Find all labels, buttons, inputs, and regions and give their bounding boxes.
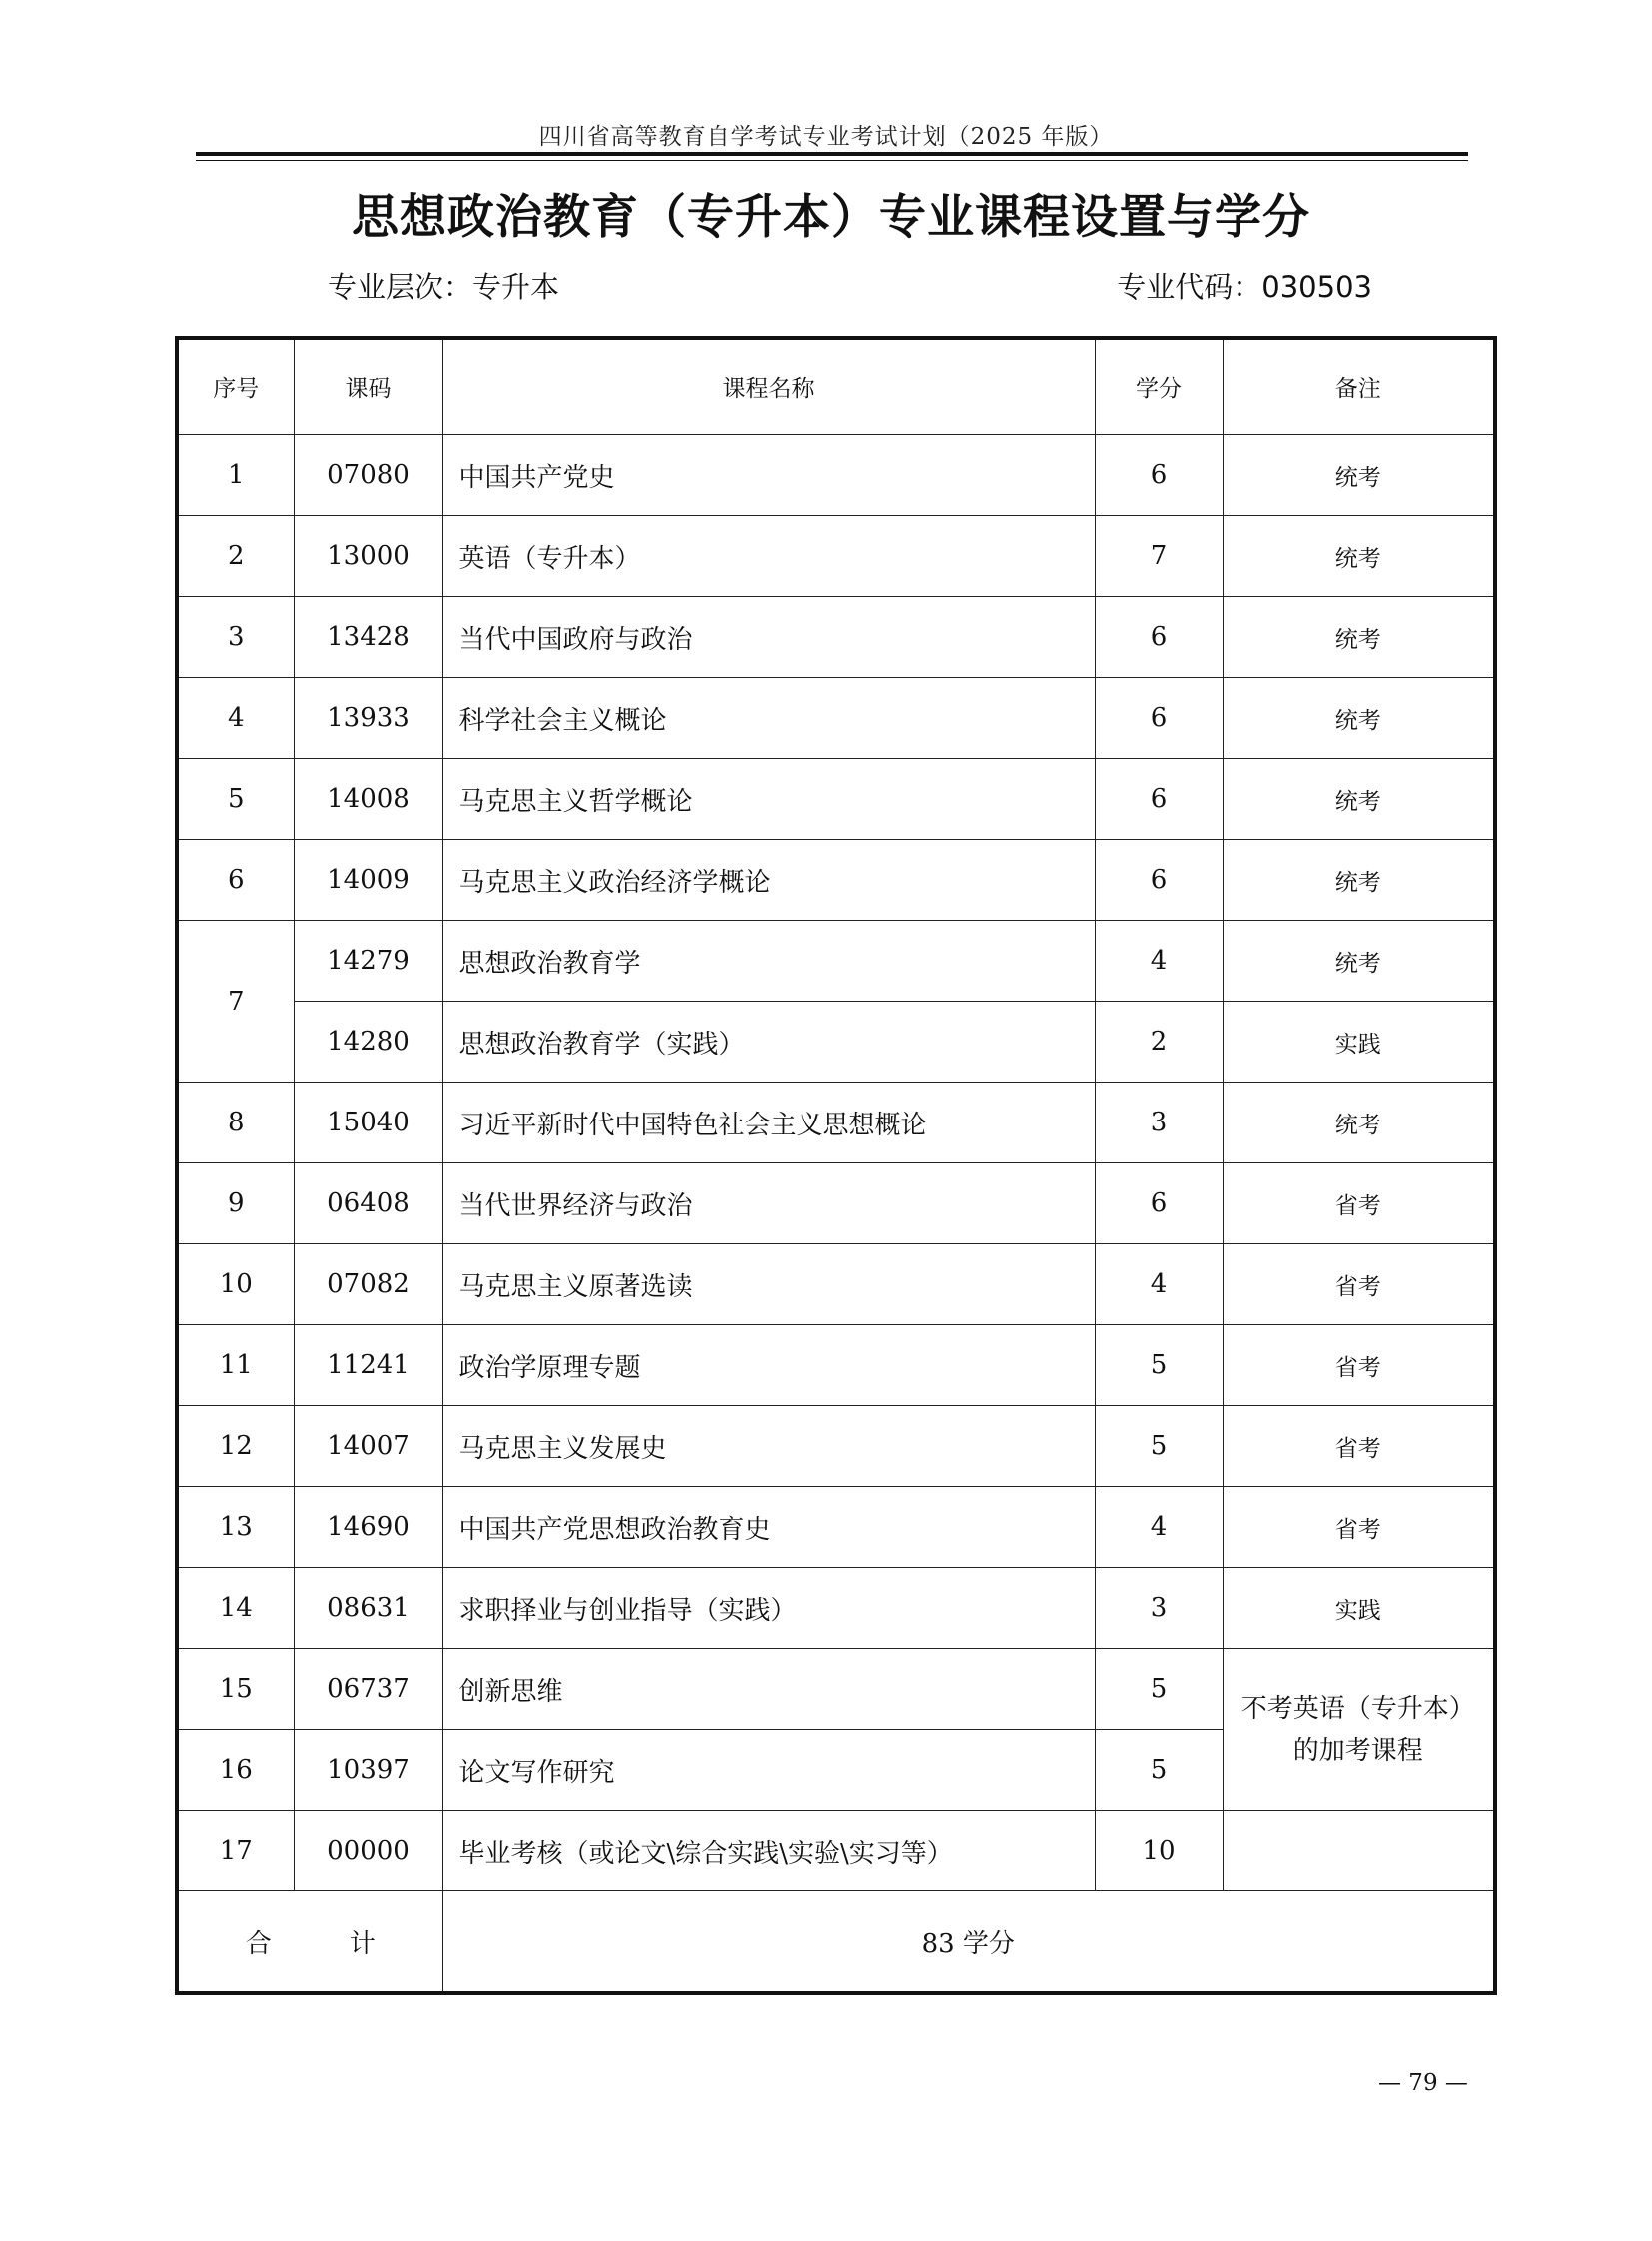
cell-credit: 6 <box>1095 435 1223 516</box>
table-row <box>177 1811 1495 1891</box>
cell-name: 中国共产党思想政治教育史 <box>442 1487 1095 1568</box>
major-level-label: 专业层次：专升本 <box>328 270 560 304</box>
cell-name: 当代世界经济与政治 <box>442 1163 1095 1244</box>
cell-code: 07082 <box>294 1244 442 1325</box>
cell-code: 10397 <box>294 1730 442 1811</box>
total-value: 83 学分 <box>442 1891 1495 1994</box>
cell-code: 14008 <box>294 759 442 840</box>
cell-name: 思想政治教育学 <box>442 921 1095 1002</box>
header-rule-thin <box>196 160 1468 161</box>
cell-seq: 10 <box>177 1244 294 1325</box>
cell-code: 06408 <box>294 1163 442 1244</box>
cell-code: 08631 <box>294 1568 442 1649</box>
header-note: 备注 <box>1223 338 1495 435</box>
table-row <box>177 1002 1495 1083</box>
cell-credit: 4 <box>1095 1487 1223 1568</box>
table-row <box>177 1406 1495 1487</box>
cell-code: 13933 <box>294 678 442 759</box>
cell-note: 统考 <box>1223 759 1495 840</box>
cell-credit: 7 <box>1095 516 1223 597</box>
cell-seq: 2 <box>177 516 294 597</box>
cell-note: 统考 <box>1223 597 1495 678</box>
table-row <box>177 678 1495 759</box>
table-row <box>177 1487 1495 1568</box>
cell-seq: 17 <box>177 1811 294 1891</box>
cell-credit: 4 <box>1095 921 1223 1002</box>
cell-name: 当代中国政府与政治 <box>442 597 1095 678</box>
cell-credit: 2 <box>1095 1002 1223 1083</box>
cell-name: 中国共产党史 <box>442 435 1095 516</box>
cell-name: 论文写作研究 <box>442 1730 1095 1811</box>
cell-seq: 11 <box>177 1325 294 1406</box>
cell-note-merged <box>1223 1649 1495 1811</box>
total-label: 合 计 <box>177 1891 442 1994</box>
major-code-label: 专业代码：030503 <box>1117 270 1372 304</box>
cell-credit: 3 <box>1095 1083 1223 1163</box>
cell-name: 马克思主义政治经济学概论 <box>442 840 1095 921</box>
cell-note: 统考 <box>1223 1083 1495 1163</box>
cell-seq: 6 <box>177 840 294 921</box>
cell-name: 马克思主义哲学概论 <box>442 759 1095 840</box>
cell-note: 实践 <box>1223 1002 1495 1083</box>
cell-name: 英语（专升本） <box>442 516 1095 597</box>
cell-note: 省考 <box>1223 1244 1495 1325</box>
cell-credit: 6 <box>1095 597 1223 678</box>
table-row <box>177 759 1495 840</box>
cell-note: 统考 <box>1223 516 1495 597</box>
table-header-row <box>177 338 1495 435</box>
cell-note: 统考 <box>1223 435 1495 516</box>
cell-credit: 6 <box>1095 1163 1223 1244</box>
cell-seq: 12 <box>177 1406 294 1487</box>
header-credit: 学分 <box>1095 338 1223 435</box>
cell-code: 00000 <box>294 1811 442 1891</box>
table-row <box>177 1244 1495 1325</box>
cell-code: 14280 <box>294 1002 442 1083</box>
cell-code: 11241 <box>294 1325 442 1406</box>
cell-credit: 6 <box>1095 840 1223 921</box>
cell-seq: 13 <box>177 1487 294 1568</box>
cell-name: 政治学原理专题 <box>442 1325 1095 1406</box>
table-row <box>177 840 1495 921</box>
running-header: 四川省高等教育自学考试专业考试计划（2025 年版） <box>538 124 1114 150</box>
table-row <box>177 1649 1495 1730</box>
table-row <box>177 1163 1495 1244</box>
cell-code: 06737 <box>294 1649 442 1730</box>
table-row <box>177 435 1495 516</box>
course-table <box>175 336 1497 1995</box>
cell-credit: 10 <box>1095 1811 1223 1891</box>
cell-code: 13428 <box>294 597 442 678</box>
cell-credit: 5 <box>1095 1730 1223 1811</box>
table-row <box>177 597 1495 678</box>
cell-code: 14007 <box>294 1406 442 1487</box>
cell-note: 省考 <box>1223 1406 1495 1487</box>
cell-seq: 14 <box>177 1568 294 1649</box>
header-seq: 序号 <box>177 338 294 435</box>
cell-name: 思想政治教育学（实践） <box>442 1002 1095 1083</box>
cell-credit: 4 <box>1095 1244 1223 1325</box>
merged-note-line-1: 不考英语（专升本） <box>1240 1693 1475 1724</box>
table-row <box>177 921 1495 1002</box>
table-row <box>177 1325 1495 1406</box>
cell-credit: 5 <box>1095 1649 1223 1730</box>
cell-note: 实践 <box>1223 1568 1495 1649</box>
table-row <box>177 516 1495 597</box>
cell-credit: 6 <box>1095 678 1223 759</box>
total-row <box>177 1891 1495 1994</box>
table-row <box>177 1083 1495 1163</box>
cell-name: 求职择业与创业指导（实践） <box>442 1568 1095 1649</box>
cell-code: 14279 <box>294 921 442 1002</box>
page-title: 思想政治教育（专升本）专业课程设置与学分 <box>352 190 1310 245</box>
cell-note: 统考 <box>1223 678 1495 759</box>
cell-note: 统考 <box>1223 840 1495 921</box>
header-name: 课程名称 <box>442 338 1095 435</box>
cell-code: 14009 <box>294 840 442 921</box>
cell-name: 创新思维 <box>442 1649 1095 1730</box>
merged-note-line-2: 的加考课程 <box>1292 1735 1423 1766</box>
cell-name: 习近平新时代中国特色社会主义思想概论 <box>442 1083 1095 1163</box>
cell-seq: 4 <box>177 678 294 759</box>
cell-seq: 3 <box>177 597 294 678</box>
cell-code: 07080 <box>294 435 442 516</box>
cell-seq: 8 <box>177 1083 294 1163</box>
cell-credit: 5 <box>1095 1406 1223 1487</box>
header-rule-thick <box>196 152 1468 156</box>
cell-seq: 1 <box>177 435 294 516</box>
cell-code: 13000 <box>294 516 442 597</box>
cell-note: 省考 <box>1223 1487 1495 1568</box>
cell-name: 马克思主义发展史 <box>442 1406 1095 1487</box>
cell-note: 省考 <box>1223 1163 1495 1244</box>
cell-note: 统考 <box>1223 921 1495 1002</box>
cell-code: 14690 <box>294 1487 442 1568</box>
cell-credit: 3 <box>1095 1568 1223 1649</box>
header-code: 课码 <box>294 338 442 435</box>
cell-seq: 5 <box>177 759 294 840</box>
cell-code: 15040 <box>294 1083 442 1163</box>
cell-seq: 9 <box>177 1163 294 1244</box>
cell-name: 马克思主义原著选读 <box>442 1244 1095 1325</box>
cell-note <box>1223 1811 1495 1891</box>
cell-name: 科学社会主义概论 <box>442 678 1095 759</box>
cell-seq: 16 <box>177 1730 294 1811</box>
cell-credit: 6 <box>1095 759 1223 840</box>
page-number: — 79 — <box>1378 2070 1468 2096</box>
cell-seq: 7 <box>177 921 294 1083</box>
cell-credit: 5 <box>1095 1325 1223 1406</box>
cell-note: 省考 <box>1223 1325 1495 1406</box>
cell-name: 毕业考核（或论文\综合实践\实验\实习等） <box>442 1811 1095 1891</box>
table-row <box>177 1568 1495 1649</box>
cell-seq: 15 <box>177 1649 294 1730</box>
